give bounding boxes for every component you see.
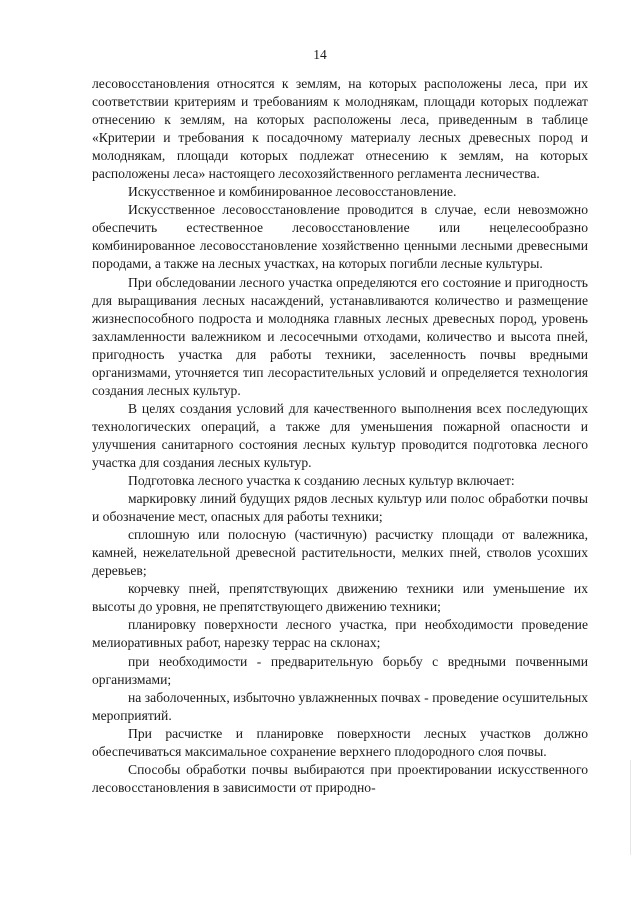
body-paragraph: сплошную или полосную (частичную) расчистку площади от валежника, камней, нежелательной древесной растительности, мелких пней, стволов усохших деревьев; bbox=[92, 527, 588, 579]
body-paragraph: Искусственное лесовосстановление проводится в случае, если невозможно обеспечить естественное лесовосстановление или нецелесообразно комбинированное лесовосстановление хозяйственно ценными лесными древесными породами, а также на лесных участках, на которых погибли лесные культуры. bbox=[92, 202, 588, 272]
body-paragraph: планировку поверхности лесного участка, при необходимости проведение мелиоративных работ, нарезку террас на склонах; bbox=[92, 617, 588, 651]
body-paragraph: лесовосстановления относятся к землям, на которых расположены леса, при их соответствии критериям и требованиям к молоднякам, площади которых подлежат отнесению к землям, на которых расположены леса, приведенным в таблице «Критерии и требования к посадочному материалу лесных древесных пород и молоднякам, площади которых подлежат отнесению к землям, на которых расположены леса» настоящего лесохозяйственного регламента лесничества. bbox=[92, 76, 588, 182]
body-paragraph: При расчистке и планировке поверхности лесных участков должно обеспечиваться максимальное сохранение верхнего плодородного слоя почвы. bbox=[92, 725, 588, 759]
scan-edge-mark bbox=[630, 760, 631, 855]
body-paragraph: корчевку пней, препятствующих движению техники или уменьшение их высоты до уровня, не препятствующего движению техники; bbox=[92, 581, 588, 615]
body-paragraph: Подготовка лесного участка к созданию лесных культур включает: bbox=[128, 473, 515, 489]
body-paragraph: на заболоченных, избыточно увлажненных почвах - проведение осушительных мероприятий. bbox=[92, 689, 588, 723]
body-paragraph: при необходимости - предварительную борьбу с вредными почвенными организмами; bbox=[92, 653, 588, 687]
page-number: 14 bbox=[313, 47, 327, 62]
body-paragraph: В целях создания условий для качественного выполнения всех последующих технологических операций, а также для уменьшения пожарной опасности и улучшения санитарного состояния лесных культур проводится подготовка лесного участка для создания лесных культур. bbox=[92, 400, 588, 470]
body-paragraph: Способы обработки почвы выбираются при проектировании искусственного лесовосстановления в зависимости от природно- bbox=[92, 761, 588, 795]
body-paragraph: При обследовании лесного участка определяются его состояние и пригодность для выращивания лесных насаждений, устанавливаются количество и размещение жизнеспособного подроста и молодняка главных лесных древесных пород, уровень захламленности валежником и лесосечными отходами, количество и высота пней, пригодность участка для работы техники, заселенность почвы вредными организмами, уточняется тип лесорастительных условий и определяется технология создания лесных культур. bbox=[92, 274, 588, 398]
body-paragraph: маркировку линий будущих рядов лесных культур или полос обработки почвы и обозначение мест, опасных для работы техники; bbox=[92, 491, 588, 525]
body-paragraph: Искусственное и комбинированное лесовосстановление. bbox=[128, 184, 457, 200]
page-body bbox=[92, 75, 588, 797]
